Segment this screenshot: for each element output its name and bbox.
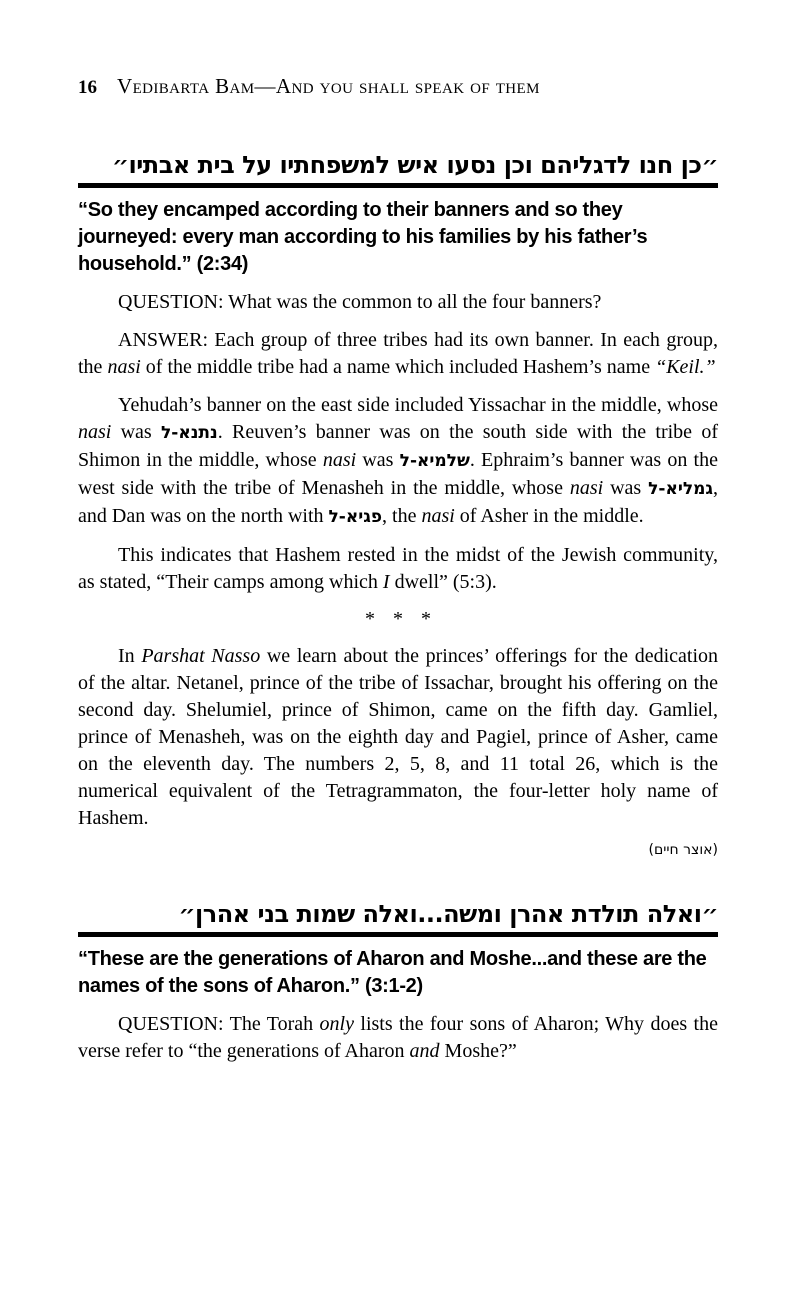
hebrew-verse-heading: ״כן חנו לדגליהם וכן נסעו איש למשפחתיו על בית אבתיו״ [111, 151, 718, 179]
running-title: Vedibarta Bam—And you shall speak of them [117, 74, 540, 98]
page-header [78, 74, 718, 100]
heading-rule [78, 183, 718, 188]
hebrew-verse-heading: ״ואלה תולדת אהרן ומשה...ואלה שמות בני אהרן״ [178, 900, 718, 928]
heading-rule [78, 932, 718, 937]
source-attribution: (אוצר חיים) [648, 842, 718, 858]
question-paragraph: QUESTION: What was the common to all the four banners? [118, 291, 602, 313]
section-generations [78, 899, 718, 1065]
page-number: 16 [78, 77, 97, 98]
section-separator: * * * [365, 608, 431, 630]
section-banners [78, 150, 718, 859]
question-paragraph: QUESTION: The Torah only lists the four sons of Aharon; Why does the verse refer to “the generations of Aharon and Moshe?” [78, 1013, 718, 1062]
verse-translation: “These are the generations of Aharon and Moshe...and these are the names of the sons of Aharon.” (3:1-2) [78, 948, 707, 997]
nasso-paragraph: In Parshat Nasso we learn about the princes’ offerings for the dedication of the altar. Netanel, prince of the tribe of Issachar, brought his offering on the second day. Shelumiel, prince of Shimon, came on the fifth day. Gamliel, prince of Menasheh, was on the eighth day and Pagiel, prince of Asher, came on the eleventh day. The numbers 2, 5, 8, and 11 total 26, which is the numerical equivalent of the Tetragrammaton, the four-letter holy name of Hashem. [78, 645, 719, 829]
answer-paragraph: ANSWER: Each group of three tribes had its own banner. In each group, the nasi of the middle tribe had a name which included Hashem’s name “Keil.” [78, 329, 718, 378]
dwell-paragraph: This indicates that Hashem rested in the midst of the Jewish community, as stated, “Their camps among which I dwell” (5:3). [78, 544, 718, 593]
verse-translation: “So they encamped according to their banners and so they journeyed: every man according to his families by his father’s household.” (2:34) [78, 199, 648, 275]
banners-detail-paragraph: Yehudah’s banner on the east side included Yissachar in the middle, whose nasi was נתנא-ל. Reuven’s banner was on the south side with the tribe of Shimon in the middle, whose nasi was שלמיא-ל. Ephraim’s banner was on the west side with the tribe of Menasheh in the middle, whose nasi was גמליא-ל, and Dan was on the north with פגיא-ל, the nasi of Asher in the middle. [78, 394, 719, 527]
